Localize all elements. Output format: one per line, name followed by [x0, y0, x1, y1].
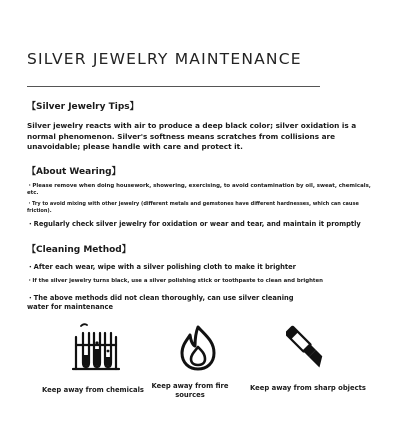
wearing-bullet-2: ・Try to avoid mixing with other jewelry (different metals and gemstones have different hardnesses, which can cause friction). — [27, 201, 359, 215]
title-divider — [27, 86, 320, 87]
cleaning-bullet-3: ・The above methods did not clean thoroughly, can use silver cleaning water for maintenance — [27, 294, 294, 312]
fire-caption: Keep away from fire sources — [151, 382, 229, 399]
cleaning-bullet-2: ・If the silver jewelry turns black, use a silver polishing stick or toothpaste to clean and brighten — [27, 278, 323, 284]
chemicals-icon — [72, 323, 120, 373]
wearing-bullet-1: ・Please remove when doing housework, showering, exercising, to avoid contamination by oil, sweat, chemicals, etc. — [27, 183, 371, 197]
wearing-bullet-3: ・Regularly check silver jewelry for oxidation or wear and tear, and maintain it promptly — [27, 220, 361, 228]
fire-icon — [178, 325, 218, 371]
tips-heading: 【Silver Jewelry Tips】 — [27, 102, 139, 112]
knife-icon — [286, 325, 326, 369]
knife-caption: Keep away from sharp objects — [250, 384, 366, 392]
cleaning-heading: 【Cleaning Method】 — [27, 245, 131, 255]
wearing-heading: 【About Wearing】 — [27, 167, 121, 177]
cleaning-bullet-1: ・After each wear, wipe with a silver polishing cloth to make it brighter — [27, 263, 296, 271]
chemicals-caption: Keep away from chemicals — [42, 386, 144, 394]
page-title: SILVER JEWELRY MAINTENANCE — [27, 50, 302, 68]
tips-text: Silver jewelry reacts with air to produce a deep black color; silver oxidation is a normal phenomenon. Silver's softness means scratches from collisions are unavoidable; please handle with care and protect it. — [27, 121, 357, 151]
